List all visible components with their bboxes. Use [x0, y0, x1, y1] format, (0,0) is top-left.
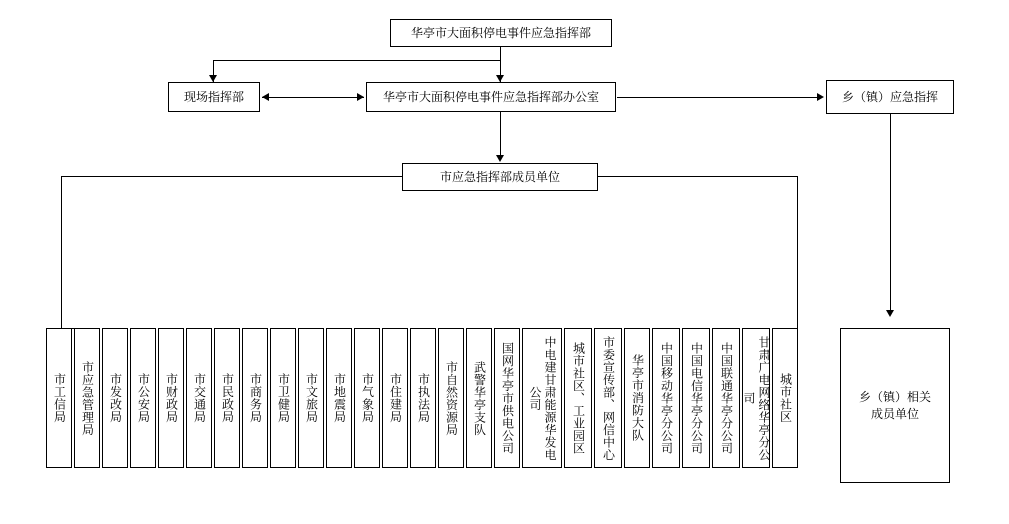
- connector-members-left-vertical: [61, 176, 62, 328]
- arrow-to-onsite: [209, 75, 217, 82]
- member-unit-box-20: 华亭市消防大队: [624, 328, 650, 468]
- connector-members-left-horizontal: [61, 176, 403, 177]
- member-unit-box-22: 中国电信华亭分公司: [682, 328, 710, 468]
- connector-office-township: [617, 97, 819, 98]
- arrow-office-to-onsite: [262, 93, 269, 101]
- member-unit-box-0: 市工信局: [46, 328, 72, 468]
- arrow-township-to-members: [886, 310, 894, 317]
- box-township-member-units: [840, 328, 950, 483]
- arrow-top-to-office: [496, 75, 504, 82]
- member-unit-box-23: 中国联通华亭分公司: [712, 328, 740, 468]
- member-unit-box-2: 市发改局: [102, 328, 128, 468]
- member-unit-box-11: 市气象局: [354, 328, 380, 468]
- connector-onsite-office: [262, 97, 364, 98]
- box-member-units: 市应急指挥部成员单位: [402, 163, 598, 191]
- member-unit-box-4: 市财政局: [158, 328, 184, 468]
- township-member-line-2: 成员单位: [870, 406, 919, 421]
- member-unit-box-14: 市自然资源局: [438, 328, 464, 468]
- member-unit-box-18: 城市社区、工业园区: [564, 328, 592, 468]
- member-unit-box-16: 国网华亭市供电公司: [494, 328, 520, 468]
- connector-members-right-vertical: [797, 176, 798, 328]
- member-unit-box-12: 市住建局: [382, 328, 408, 468]
- member-unit-box-3: 市公安局: [130, 328, 156, 468]
- member-unit-box-5: 市交通局: [186, 328, 212, 468]
- connector-top-to-onsite-horizontal: [213, 60, 501, 61]
- arrow-office-to-township: [817, 93, 824, 101]
- box-onsite-command: 现场指挥部: [168, 82, 260, 112]
- member-unit-box-7: 市商务局: [242, 328, 268, 468]
- box-command-headquarters: 华亭市大面积停电事件应急指挥部: [390, 19, 612, 47]
- township-member-line-1: 乡（镇）相关: [858, 390, 931, 405]
- arrow-onsite-to-office: [357, 93, 364, 101]
- member-unit-box-15: 武警华亭支队: [466, 328, 492, 468]
- connector-office-to-members: [500, 112, 501, 160]
- box-township-command: 乡（镇）应急指挥: [826, 80, 954, 114]
- member-unit-box-6: 市民政局: [214, 328, 240, 468]
- member-unit-box-9: 市文旅局: [298, 328, 324, 468]
- member-unit-box-19: 市委宣传部、网信中心: [594, 328, 622, 468]
- connector-township-to-members: [890, 114, 891, 314]
- box-command-office: 华亭市大面积停电事件应急指挥部办公室: [366, 82, 616, 112]
- arrow-office-to-members: [496, 155, 504, 162]
- member-unit-box-1: 市应急管理局: [74, 328, 100, 468]
- connector-members-right-horizontal: [598, 176, 797, 177]
- member-unit-box-24: 甘肃广电网络华亭分公司: [742, 328, 770, 468]
- member-unit-box-25: 城市社区: [772, 328, 798, 468]
- member-unit-box-10: 市地震局: [326, 328, 352, 468]
- member-unit-box-8: 市卫健局: [270, 328, 296, 468]
- member-unit-box-13: 市执法局: [410, 328, 436, 468]
- member-unit-box-21: 中国移动华亭分公司: [652, 328, 680, 468]
- member-unit-box-17: 中电建甘肃能源华发电公司: [522, 328, 562, 468]
